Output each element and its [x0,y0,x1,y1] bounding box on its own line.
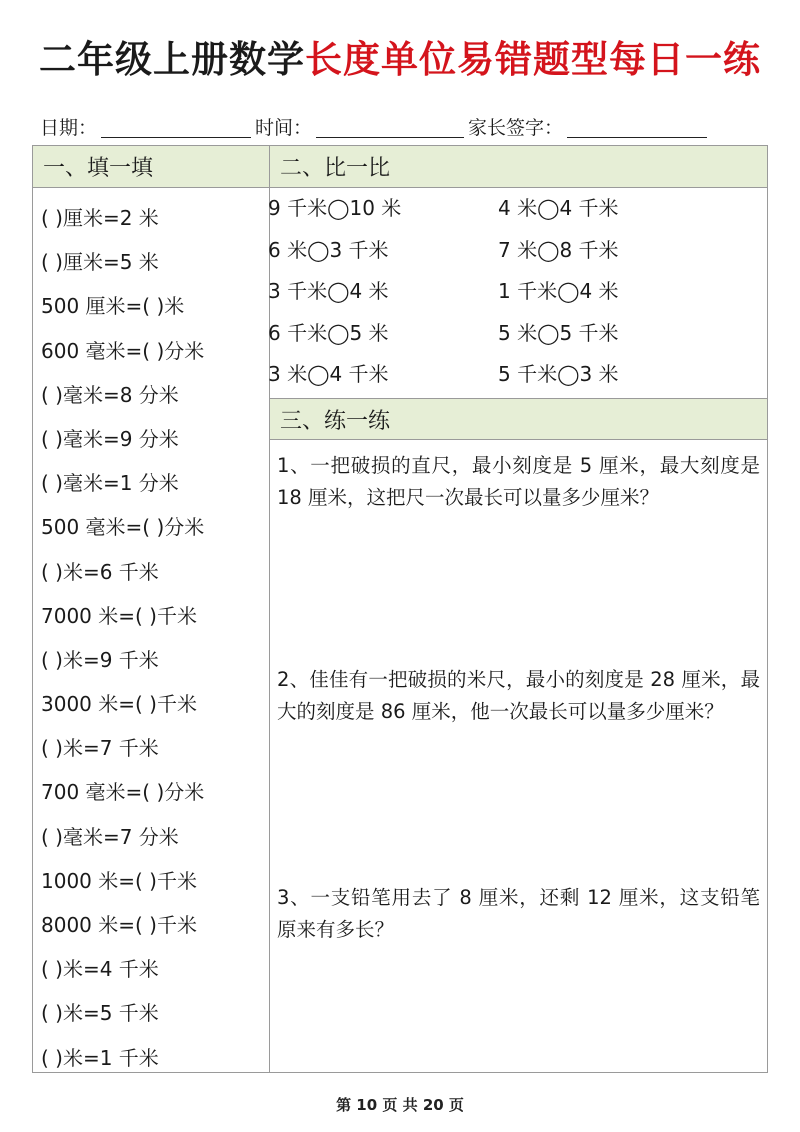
fill-item: ( )米=4 千米 [41,957,159,982]
compare-grid [268,188,748,396]
compare-item: 4 米◯4 千米 [498,196,619,220]
section3-header: 三、练一练 [270,398,767,440]
page-title [0,40,800,81]
fill-item: 8000 米=( )千米 [41,913,197,937]
fill-item: ( )毫米=9 分米 [41,426,179,451]
fill-item: ( )米=9 千米 [41,647,159,672]
date-label: 日期： [40,117,98,139]
title-black: 二年级上册数学 [39,38,305,81]
fill-list [41,196,267,1080]
info-row [40,112,762,140]
page-number: 第 10 页 共 20 页 [336,1096,464,1114]
sign-label: 家长签字： [468,117,564,139]
compare-row [268,188,748,230]
fill-item: 500 厘米=( )米 [41,294,185,319]
problem-2: 2、佳佳有一把破损的米尺，最小的刻度是 28 厘米，最大的刻度是 86 厘米，他一次最长可以量多少厘米？ [277,668,760,723]
fill-item: ( )厘米=5 米 [41,250,159,275]
sign-field[interactable] [567,115,707,138]
section2-header: 二、比一比 [270,146,767,188]
compare-item: 3 米◯4 千米 [268,362,389,387]
section1-header: 一、填一填 [33,146,269,188]
fill-item: ( )米=1 千米 [41,1045,159,1070]
fill-item: 500 毫米=( )分米 [41,515,205,540]
fill-item: 7000 米=( )千米 [41,603,197,628]
compare-item: 5 米◯5 千米 [498,320,619,345]
time-label: 时间： [255,117,313,139]
compare-row [268,354,748,396]
compare-item: 6 千米◯5 米 [268,320,389,345]
fill-item: 700 毫米=( )分米 [41,780,205,805]
fill-item: ( )毫米=1 分米 [41,471,179,496]
fill-item: 3000 米=( )千米 [41,692,197,717]
time-field[interactable] [316,115,464,138]
problem-3: 3、一支铅笔用去了 8 厘米，还剩 12 厘米，这支铅笔原来有多长？ [277,886,760,941]
compare-item: 5 千米◯3 米 [498,362,619,387]
fill-item: ( )毫米=7 分米 [41,824,179,849]
fill-item: ( )米=6 千米 [41,559,159,584]
compare-item: 3 千米◯4 米 [268,279,389,304]
fill-item: ( )厘米=2 米 [41,206,159,230]
compare-item: 1 千米◯4 米 [498,279,619,304]
date-field[interactable] [101,115,251,138]
fill-item: ( )米=7 千米 [41,736,159,761]
compare-item: 7 米◯8 千米 [498,237,619,262]
compare-row [268,313,748,355]
problem-1: 1、一把破损的直尺，最小刻度是 5 厘米，最大刻度是 18 厘米，这把尺一次最长可以量多少厘米？ [277,454,760,509]
compare-row [268,271,748,313]
compare-row [268,230,748,272]
fill-item: ( )米=5 千米 [41,1001,159,1026]
compare-item: 9 千米◯10 米 [268,196,402,220]
title-red: 长度单位易错题型每日一练 [305,38,761,81]
fill-item: ( )毫米=8 分米 [41,382,179,407]
fill-item: 600 毫米=( )分米 [41,338,205,363]
fill-item: 1000 米=( )千米 [41,868,197,893]
compare-item: 6 米◯3 千米 [268,237,389,262]
